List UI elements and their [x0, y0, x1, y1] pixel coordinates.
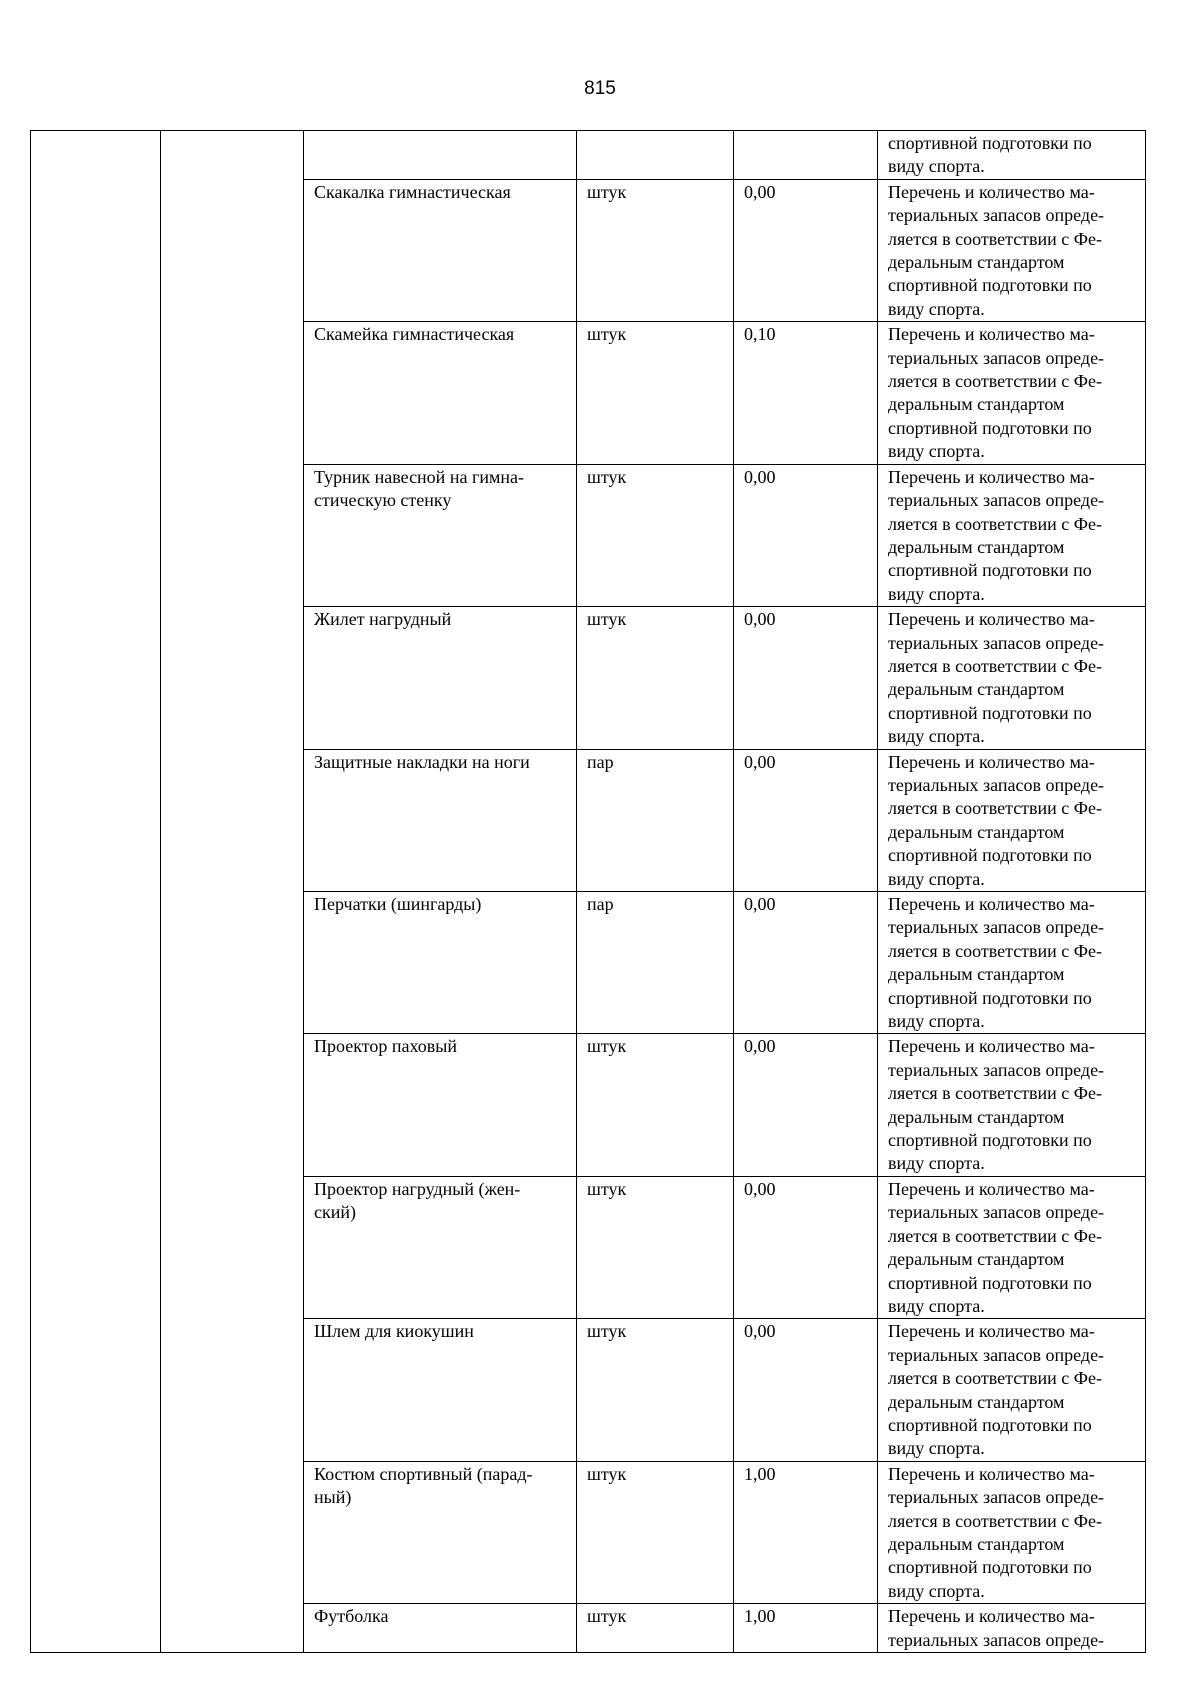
- note-line: деральным стандартом: [888, 821, 1065, 842]
- unit-cell: штук: [577, 179, 734, 321]
- note-line: виду спорта.: [888, 726, 985, 747]
- note-cell: [878, 464, 1146, 606]
- unit-cell: штук: [577, 1176, 734, 1318]
- page-number: 815: [584, 78, 616, 99]
- item-name-line: Шлем для киокушин: [314, 1321, 474, 1342]
- note-line: спортивной подготовки по: [888, 1414, 1092, 1435]
- item-name-cell: [304, 1604, 577, 1653]
- item-name-line: Защитные накладки на ноги: [314, 751, 530, 772]
- note-line: териальных запасов опреде-: [888, 1487, 1105, 1508]
- note-line: ляется в соответствии с Фе-: [888, 513, 1103, 534]
- note-line: териальных запасов опреде-: [888, 632, 1105, 653]
- item-name-line: Скамейка гимнастическая: [314, 324, 515, 345]
- unit-cell: пар: [577, 892, 734, 1034]
- note-line: ляется в соответствии с Фе-: [888, 1225, 1103, 1246]
- quantity-cell: 0,10: [734, 322, 878, 464]
- note-line: виду спорта.: [888, 583, 985, 604]
- note-line: Перечень и количество ма-: [888, 181, 1095, 202]
- item-name-line: Проектор нагрудный (жен-: [314, 1178, 521, 1199]
- unit-cell: штук: [577, 1319, 734, 1461]
- item-name-cell: [304, 1034, 577, 1176]
- item-name-cell: [304, 1319, 577, 1461]
- note-line: виду спорта.: [888, 1580, 985, 1601]
- item-name-line: ский): [314, 1202, 356, 1223]
- note-line: виду спорта.: [888, 1295, 985, 1316]
- item-name-cell: [304, 322, 577, 464]
- note-line: виду спорта.: [888, 1153, 985, 1174]
- item-name-line: Проектор паховый: [314, 1036, 458, 1057]
- note-line: териальных запасов опреде-: [888, 347, 1105, 368]
- note-cell: [878, 179, 1146, 321]
- note-line: териальных запасов опреде-: [888, 1059, 1105, 1080]
- note-line: деральным стандартом: [888, 536, 1065, 557]
- note-line: териальных запасов опреде-: [888, 1344, 1105, 1365]
- merged-cell-col1: [31, 131, 161, 1653]
- quantity-cell: 0,00: [734, 749, 878, 891]
- unit-cell: пар: [577, 749, 734, 891]
- unit-cell: штук: [577, 464, 734, 606]
- unit-cell: штук: [577, 1604, 734, 1653]
- quantity-cell: 0,00: [734, 1176, 878, 1318]
- unit-cell: штук: [577, 1034, 734, 1176]
- unit-cell: штук: [577, 322, 734, 464]
- quantity-cell: 0,00: [734, 892, 878, 1034]
- note-line: териальных запасов опреде-: [888, 205, 1105, 226]
- item-name-line: Скакалка гимнастическая: [314, 181, 511, 202]
- item-name-line: Жилет нагрудный: [314, 609, 452, 630]
- note-line: деральным стандартом: [888, 1249, 1065, 1270]
- note-line: спортивной подготовки по: [888, 987, 1092, 1008]
- note-line: спортивной подготовки по: [888, 417, 1092, 438]
- note-line: ляется в соответствии с Фе-: [888, 1083, 1103, 1104]
- item-name-cell: [304, 749, 577, 891]
- item-name-line: ный): [314, 1487, 352, 1508]
- note-line: деральным стандартом: [888, 679, 1065, 700]
- note-line: териальных запасов опреде-: [888, 490, 1105, 511]
- note-line: спортивной подготовки по: [888, 1130, 1092, 1151]
- note-cell: [878, 892, 1146, 1034]
- item-name-cell: [304, 179, 577, 321]
- note-line: Перечень и количество ма-: [888, 324, 1095, 345]
- note-line: виду спорта.: [888, 441, 985, 462]
- note-line: териальных запасов опреде-: [888, 774, 1105, 795]
- note-line: Перечень и количество ма-: [888, 609, 1095, 630]
- item-name-cell: [304, 892, 577, 1034]
- materials-table: [30, 130, 1146, 1653]
- item-name-cell: [304, 607, 577, 749]
- note-line: спортивной подготовки по: [888, 275, 1092, 296]
- quantity-cell: 1,00: [734, 1604, 878, 1653]
- unit-cell: штук: [577, 1461, 734, 1603]
- item-name-line: Турник навесной на гимна-: [314, 466, 524, 487]
- note-line: Перечень и количество ма-: [888, 751, 1095, 772]
- unit-cell: штук: [577, 607, 734, 749]
- note-line: деральным стандартом: [888, 252, 1065, 273]
- note-line: Перечень и количество ма-: [888, 466, 1095, 487]
- note-cell: [878, 749, 1146, 891]
- quantity-cell: [734, 131, 878, 180]
- note-line: спортивной подготовки по: [888, 1272, 1092, 1293]
- table-row: [31, 131, 1146, 180]
- note-cell: [878, 1034, 1146, 1176]
- note-cell: [878, 1319, 1146, 1461]
- unit-cell: [577, 131, 734, 180]
- note-line: Перечень и количество ма-: [888, 894, 1095, 914]
- note-cell: [878, 1604, 1146, 1653]
- quantity-cell: 1,00: [734, 1461, 878, 1603]
- note-line: виду спорта.: [888, 1438, 985, 1459]
- note-line: деральным стандартом: [888, 1533, 1065, 1554]
- note-line: спортивной подготовки по: [888, 1557, 1092, 1578]
- note-line: деральным стандартом: [888, 1106, 1065, 1127]
- note-line: ляется в соответствии с Фе-: [888, 940, 1103, 961]
- item-name-line: Костюм спортивный (парад-: [314, 1463, 533, 1484]
- note-line: ляется в соответствии с Фе-: [888, 1368, 1103, 1389]
- note-line: ляется в соответствии с Фе-: [888, 371, 1103, 392]
- note-line: Перечень и количество ма-: [888, 1036, 1095, 1057]
- quantity-cell: 0,00: [734, 464, 878, 606]
- note-line: спортивной подготовки по: [888, 560, 1092, 581]
- note-line: виду спорта.: [888, 868, 985, 889]
- note-line: спортивной подготовки по: [888, 702, 1092, 723]
- merged-cell-col2: [161, 131, 304, 1653]
- item-name-cell: [304, 131, 577, 180]
- note-line: ляется в соответствии с Фе-: [888, 228, 1103, 249]
- item-name-cell: [304, 1176, 577, 1318]
- note-line: спортивной подготовки по: [888, 845, 1092, 866]
- note-line: териальных запасов опреде-: [888, 1202, 1105, 1223]
- item-name-cell: [304, 1461, 577, 1603]
- note-line: Перечень и количество ма-: [888, 1463, 1095, 1484]
- note-cell: [878, 1176, 1146, 1318]
- note-line: ляется в соответствии с Фе-: [888, 655, 1103, 676]
- note-line: Перечень и количество ма-: [888, 1606, 1095, 1627]
- note-line: виду спорта.: [888, 156, 985, 177]
- note-cell: [878, 607, 1146, 749]
- note-cell: [878, 1461, 1146, 1603]
- note-line: териальных запасов опреде-: [888, 1629, 1105, 1650]
- note-line: Перечень и количество ма-: [888, 1178, 1095, 1199]
- quantity-cell: 0,00: [734, 1319, 878, 1461]
- note-cell: [878, 131, 1146, 180]
- note-line: деральным стандартом: [888, 964, 1065, 985]
- note-line: Перечень и количество ма-: [888, 1321, 1095, 1342]
- item-name-line: стическую стенку: [314, 490, 452, 511]
- note-line: виду спорта.: [888, 1011, 985, 1032]
- item-name-line: Футболка: [314, 1606, 389, 1627]
- note-line: ляется в соответствии с Фе-: [888, 798, 1103, 819]
- quantity-cell: 0,00: [734, 1034, 878, 1176]
- quantity-cell: 0,00: [734, 179, 878, 321]
- note-line: деральным стандартом: [888, 1391, 1065, 1412]
- quantity-cell: 0,00: [734, 607, 878, 749]
- note-line: ляется в соответствии с Фе-: [888, 1510, 1103, 1531]
- note-line: виду спорта.: [888, 298, 985, 319]
- note-line: спортивной подготовки по: [888, 133, 1092, 153]
- note-line: деральным стандартом: [888, 394, 1065, 415]
- item-name-line: Перчатки (шингарды): [314, 894, 482, 914]
- note-line: териальных запасов опреде-: [888, 917, 1105, 938]
- note-cell: [878, 322, 1146, 464]
- item-name-cell: [304, 464, 577, 606]
